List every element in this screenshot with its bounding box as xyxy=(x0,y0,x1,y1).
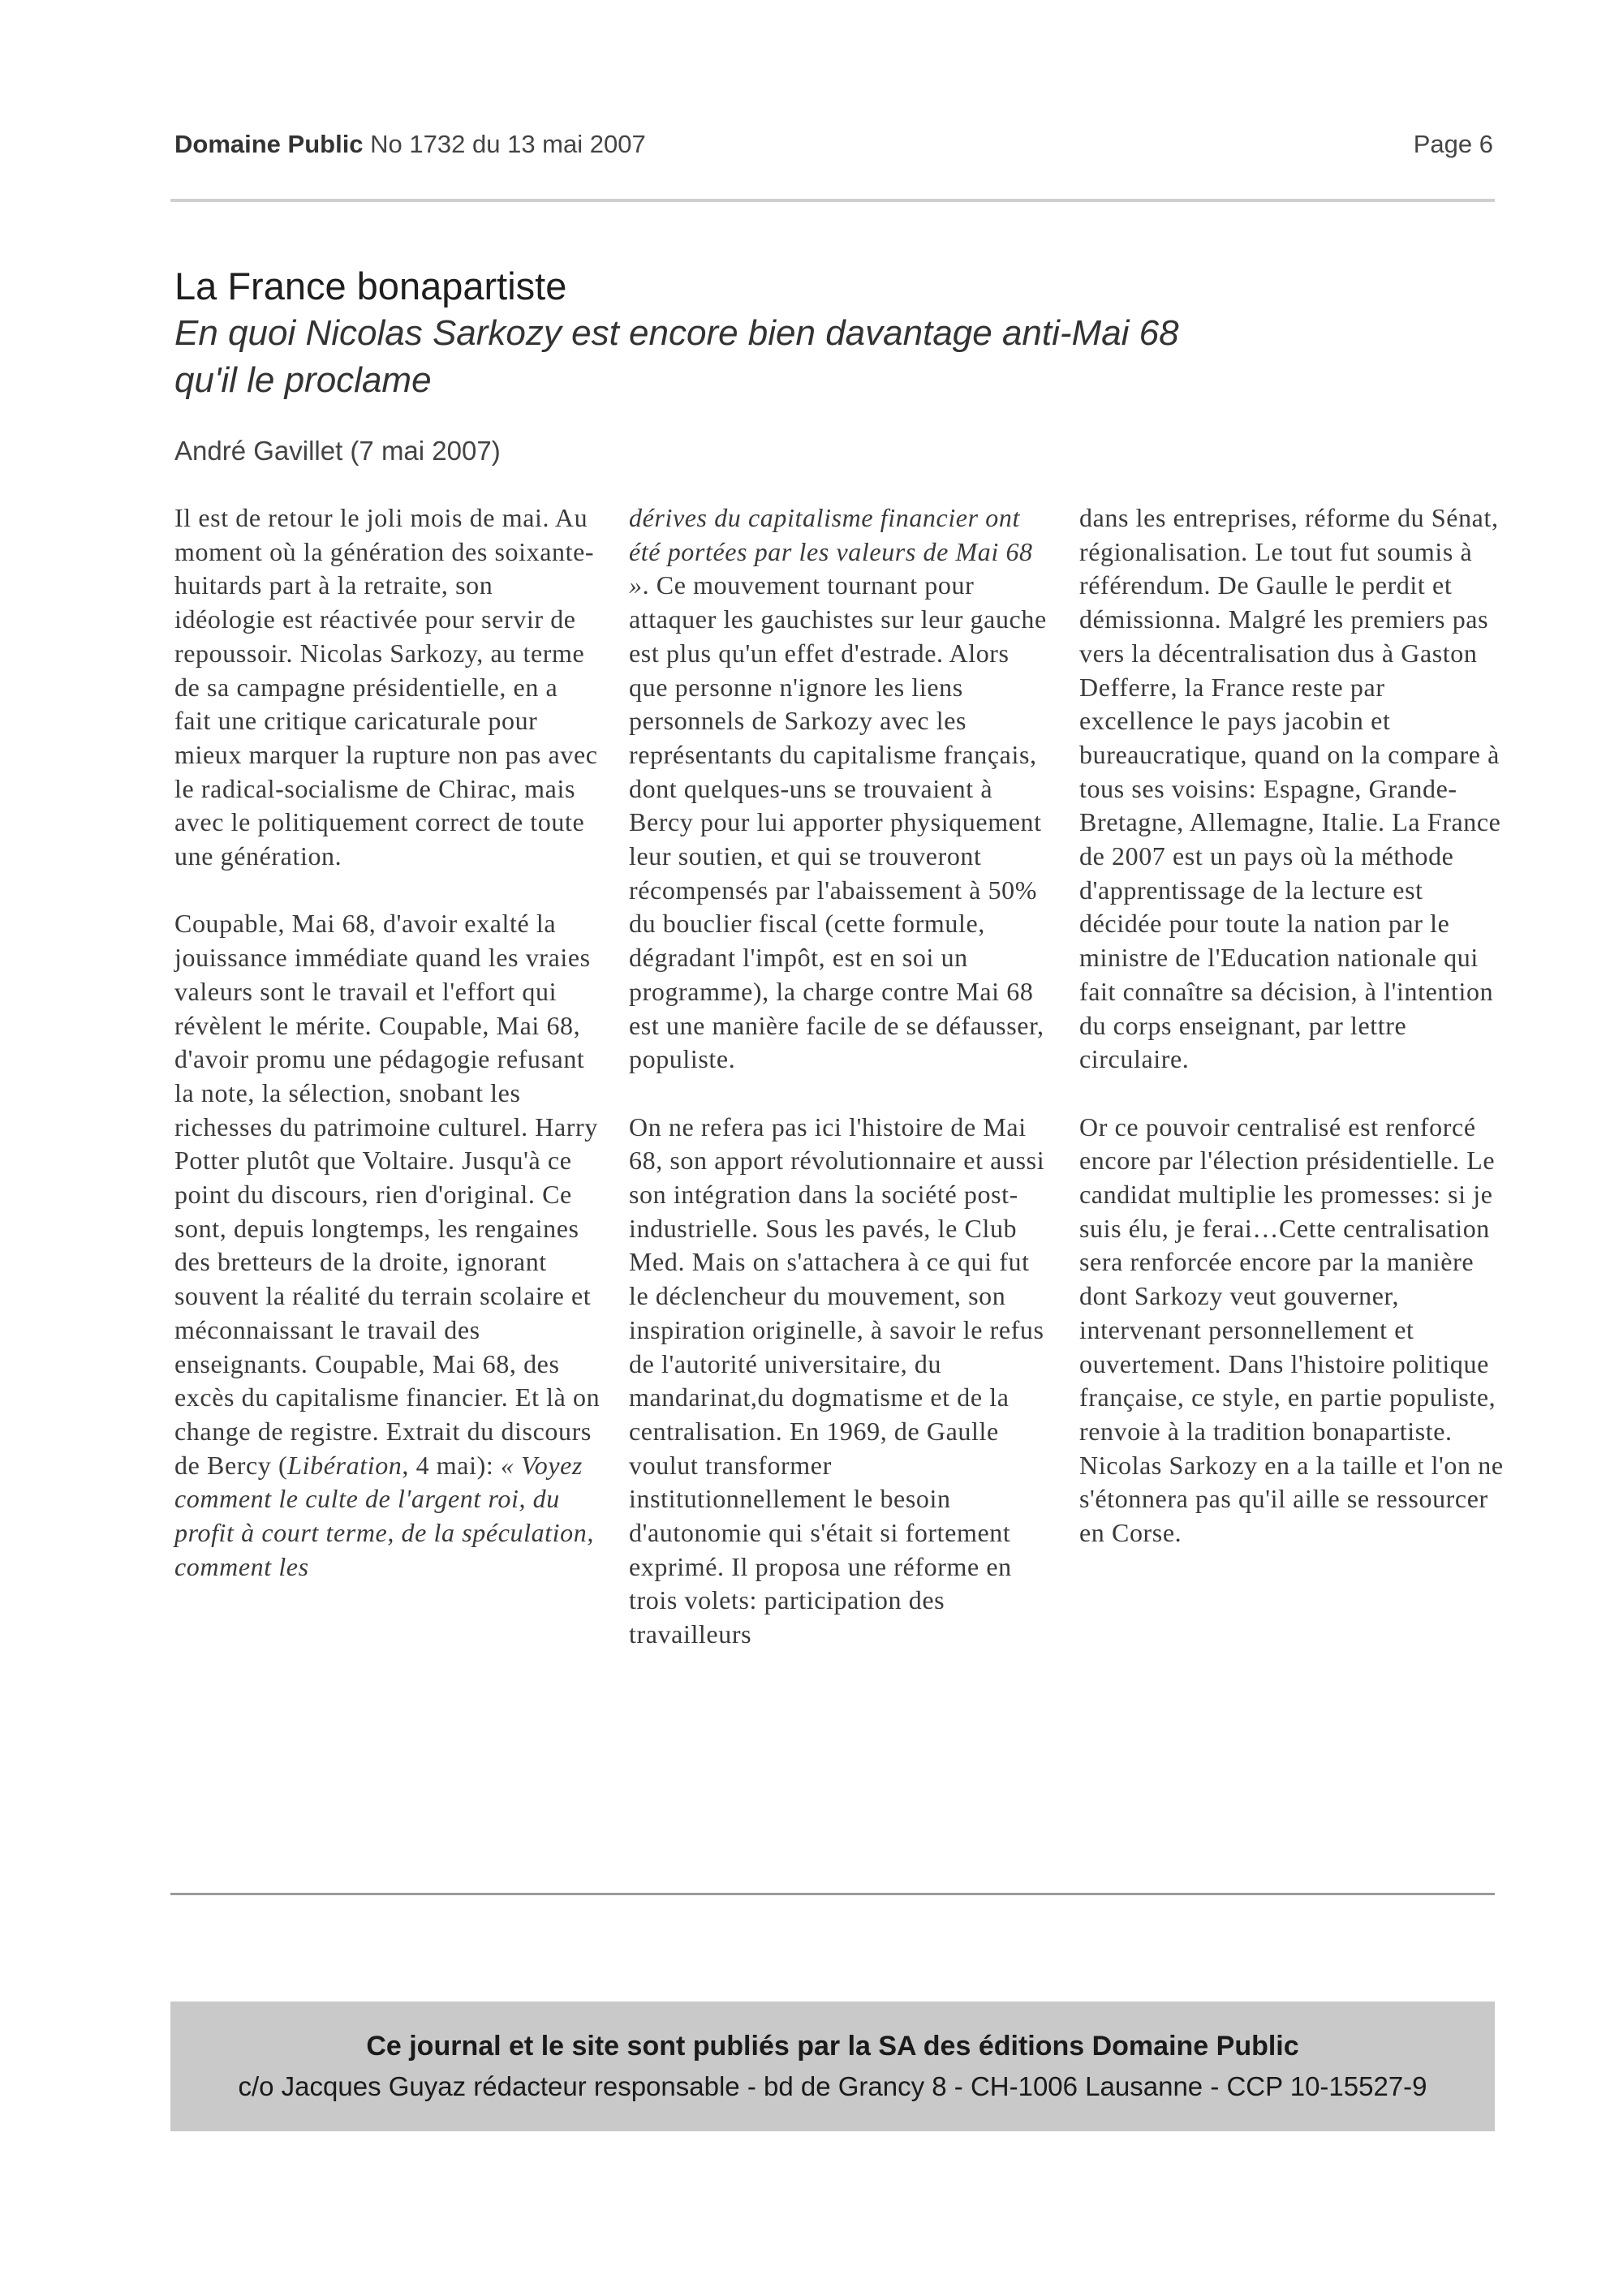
paragraph: Il est de retour le joli mois de mai. Au moment où la génération des soixante-huitards part à la retraite, son idéologie est réactivée pour servir de repoussoir. Nicolas Sarkozy, au terme de sa campagne présidentielle, en a fait une critique caricaturale pour mieux marquer la rupture non pas avec le radical-socialisme de Chirac, mais avec le politiquement correct de toute une génération. xyxy=(174,503,598,871)
paragraph: Or ce pouvoir centralisé est renforcé encore par l'élection présidentielle. Le candidat multiplie les promesses: si je suis élu, je ferai…Cette centralisation sera renforcée encore par la manière dont Sarkozy veut gouverner, intervenant personnellement et ouvertement. Dans l'histoire politique française, ce style, en partie populiste, renvoie à la tradition bonapartiste. Nicolas Sarkozy en a la taille et l'on ne s'étonnera pas qu'il aille se ressourcer en Corse. xyxy=(1079,1111,1504,1548)
source-citation: Libération xyxy=(287,1450,403,1480)
publisher-footer xyxy=(170,2001,1495,2131)
article-column-2 xyxy=(629,501,1055,1686)
paragraph: On ne refera pas ici l'histoire de Mai 68, son apport révolutionnaire et aussi son intégration dans la société post-industrielle. Sous les pavés, le Club Med. Mais on s'attachera à ce qui fut le déclencheur du mouvement, son inspiration originelle, à savoir le refus de l'autorité universitaire, du mandarinat,du dogmatisme et de la centralisation. En 1969, de Gaulle voulut transformer institutionnellement le besoin d'autonomie qui s'était si fortement exprimé. Il proposa une réforme en trois volets: participation des travailleurs xyxy=(629,1111,1045,1649)
speech-quote: dérives du capitalisme financier ont été portées par les valeurs de Mai 68 » xyxy=(629,503,1033,600)
article-title: La France bonapartiste xyxy=(174,264,567,307)
paragraph: dans les entreprises, réforme du Sénat, régionalisation. Le tout fut soumis à référendum. De Gaulle le perdit et démissionna. Malgré les premiers pas vers la décentralisation dus à Gaston Defferre, la France reste par excellence le pays jacobin et bureaucratique, quand on la compare à tous ses voisins: Espagne, Grande-Bretagne, Allemagne, Italie. La France de 2007 est un pays où la méthode d'apprentissage de la lecture est décidée pour toute la nation par le ministre de l'Education nationale qui fait connaître sa décision, à l'intention du corps enseignant, par lettre circulaire. xyxy=(1079,503,1501,1074)
subtitle-line-2: qu'il le proclame xyxy=(174,360,432,400)
article-author: André Gavillet (7 mai 2007) xyxy=(174,436,501,466)
speech-quote: « Voyez comment le culte de l'argent roi, du profit à court terme, de la spéculation, comment les xyxy=(174,1450,594,1581)
footer-address: c/o Jacques Guyaz rédacteur responsable - bd de Grancy 8 - CH-1006 Lausanne - CCP 10-15527-9 xyxy=(238,2071,1427,2101)
subtitle-line-1: En quoi Nicolas Sarkozy est encore bien davantage anti-Mai 68 xyxy=(174,313,1179,353)
article-column-3 xyxy=(1079,501,1505,1584)
paragraph xyxy=(629,501,1055,1077)
issue-info: No 1732 du 13 mai 2007 xyxy=(370,130,646,158)
article-end-divider xyxy=(170,1893,1495,1895)
header-divider xyxy=(170,199,1495,202)
publication-name: Domaine Public xyxy=(174,130,364,158)
paragraph xyxy=(174,907,601,1584)
page-number: Page 6 xyxy=(1413,130,1493,158)
paragraph-text: , 4 mai): xyxy=(402,1450,501,1480)
article-column-1 xyxy=(174,501,601,1618)
paragraph-text: . Ce mouvement tournant pour attaquer les gauchistes sur leur gauche est plus qu'un effet d'estrade. Alors que personne n'ignore les liens personnels de Sarkozy avec les représentants du capitalisme français, dont quelques-uns se trouvaient à Bercy pour lui apporter physiquement leur soutien, et qui se trouveront récompensés par l'abaissement à 50% du bouclier fiscal (cette formule, dégradant l'impôt, est en soi un programme), la charge contre Mai 68 est une manière facile de se défausser, populiste. xyxy=(629,570,1047,1074)
footer-publisher: Ce journal et le site sont publiés par la SA des éditions Domaine Public xyxy=(366,2031,1299,2062)
article-subtitle xyxy=(174,310,1311,404)
paragraph-text: Coupable, Mai 68, d'avoir exalté la jouissance immédiate quand les vraies valeurs sont le travail et l'effort qui révèlent le mérite. Coupable, Mai 68, d'avoir promu une pédagogie refusant la note, la sélection, snobant les richesses du patrimoine culturel. Harry Potter plutôt que Voltaire. Jusqu'à ce point du discours, rien d'original. Ce sont, depuis longtemps, les rengaines des bretteurs de la droite, ignorant souvent la réalité du terrain scolaire et méconnaissant le travail des enseignants. Coupable, Mai 68, des excès du capitalisme financier. Et là on change de registre. Extrait du discours de Bercy ( xyxy=(174,909,601,1480)
page-header xyxy=(174,130,1493,170)
